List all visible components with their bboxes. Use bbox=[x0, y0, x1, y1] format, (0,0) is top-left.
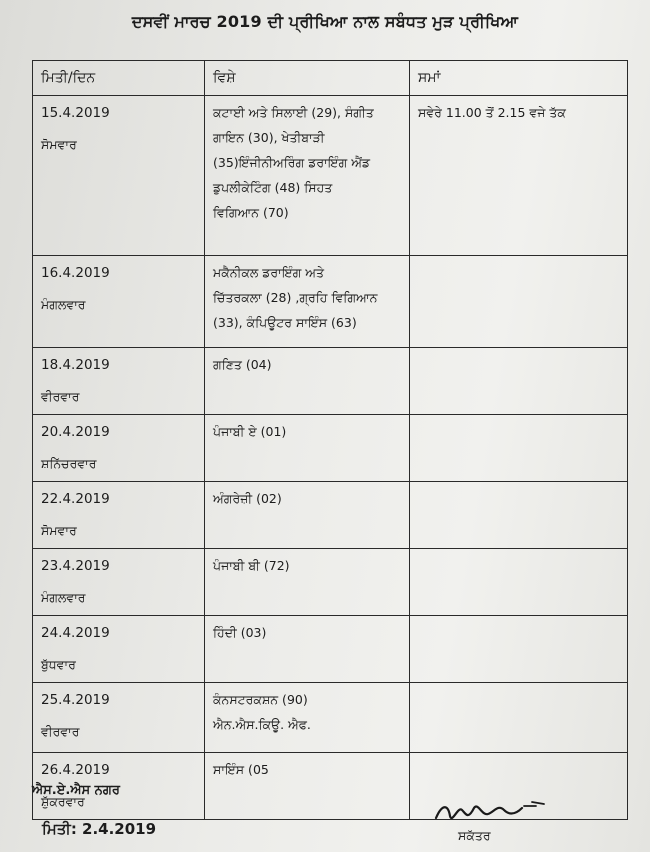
exam-time: ਸਵੇਰੇ 11.00 ਤੋਂ 2.15 ਵਜੇ ਤੱਕ bbox=[418, 105, 566, 120]
document-title: ਦਸਵੀਂ ਮਾਰਚ 2019 ਦੀ ਪ੍ਰੀਖਿਆ ਨਾਲ ਸਬੰਧਤ ਮੁੜ ਪ੍ਰੀਖਿਆ bbox=[131, 12, 519, 31]
time-cell bbox=[410, 683, 628, 753]
time-cell bbox=[410, 96, 628, 256]
exam-day: ਵੀਰਵਾਰ bbox=[41, 724, 80, 739]
exam-day: ਸੋਮਵਾਰ bbox=[41, 523, 77, 538]
date-day-cell bbox=[33, 683, 205, 753]
subject-line: ਡੁਪਲੀਕੇਟਿੰਗ (48) ਸਿਹਤ bbox=[213, 180, 333, 195]
exam-schedule-table bbox=[32, 60, 628, 820]
subject-line: ਪੰਜਾਬੀ ਏ (01) bbox=[213, 424, 287, 439]
time-cell bbox=[410, 482, 628, 549]
exam-day: ਸ਼ੁੱਕਰਵਾਰ bbox=[41, 794, 85, 809]
subject-line: ਸਾਇੰਸ (05 bbox=[213, 762, 269, 777]
subjects-cell bbox=[205, 482, 410, 549]
signature-image bbox=[432, 796, 552, 828]
subjects-cell bbox=[205, 96, 410, 256]
table-row bbox=[33, 549, 628, 616]
exam-day: ਸ਼ਨਿੱਚਰਵਾਰ bbox=[41, 456, 97, 471]
exam-date: 25.4.2019 bbox=[41, 692, 110, 708]
subject-line: ਚਿੱਤਰਕਲਾ (28) ,ਗ੍ਰਹਿ ਵਿਗਿਆਨ bbox=[213, 290, 378, 305]
date-day-cell bbox=[33, 256, 205, 348]
time-cell bbox=[410, 415, 628, 482]
subjects-cell bbox=[205, 256, 410, 348]
table-row bbox=[33, 616, 628, 683]
issue-date: ਮਿਤੀ: 2.4.2019 bbox=[42, 820, 157, 838]
subject-line: ਮਕੈਨੀਕਲ ਡਰਾਇੰਗ ਅਤੇ bbox=[213, 265, 325, 280]
header-time: ਸਮਾਂ bbox=[410, 61, 628, 96]
exam-date: 18.4.2019 bbox=[41, 357, 110, 373]
time-cell bbox=[410, 616, 628, 683]
subjects-cell bbox=[205, 549, 410, 616]
subject-line: ਗਣਿਤ (04) bbox=[213, 357, 272, 372]
date-day-cell bbox=[33, 415, 205, 482]
subjects-cell bbox=[205, 415, 410, 482]
exam-date: 16.4.2019 bbox=[41, 265, 110, 281]
subject-line: (33), ਕੰਪਿਊਟਰ ਸਾਇੰਸ (63) bbox=[213, 315, 357, 330]
header-subjects: ਵਿਸ਼ੇ bbox=[205, 61, 410, 96]
place-name: ਐਸ.ਏ.ਐਸ ਨਗਰ bbox=[32, 783, 120, 798]
subject-line: ਕਟਾਈ ਅਤੇ ਸਿਲਾਈ (29), ਸੰਗੀਤ bbox=[213, 105, 374, 120]
signatory-title: ਸਕੱਤਰ bbox=[458, 828, 491, 843]
date-day-cell bbox=[33, 549, 205, 616]
time-cell bbox=[410, 348, 628, 415]
time-cell bbox=[410, 549, 628, 616]
date-day-cell bbox=[33, 482, 205, 549]
time-cell bbox=[410, 256, 628, 348]
date-day-cell bbox=[33, 96, 205, 256]
subject-line: ਕੰਨਸਟਰਕਸ਼ਨ (90) bbox=[213, 692, 308, 707]
date-day-cell bbox=[33, 616, 205, 683]
table-row bbox=[33, 348, 628, 415]
subjects-cell bbox=[205, 348, 410, 415]
subject-line: ਪੰਜਾਬੀ ਬੀ (72) bbox=[213, 558, 290, 573]
table-row bbox=[33, 415, 628, 482]
exam-day: ਵੀਰਵਾਰ bbox=[41, 389, 80, 404]
subject-line: ਗਾਇਨ (30), ਖੇਤੀਬਾੜੀ bbox=[213, 130, 325, 145]
subject-line: ਵਿਗਿਆਨ (70) bbox=[213, 205, 289, 220]
exam-date: 26.4.2019 bbox=[41, 762, 110, 778]
subjects-cell bbox=[205, 616, 410, 683]
exam-day: ਮੰਗਲਵਾਰ bbox=[41, 297, 86, 312]
exam-day: ਬੁੱਧਵਾਰ bbox=[41, 657, 76, 672]
subject-line: ਐਨ.ਐਸ.ਕਿਊ. ਐਫ. bbox=[213, 717, 311, 732]
subject-line: ਹਿੰਦੀ (03) bbox=[213, 625, 267, 640]
exam-day: ਸੋਮਵਾਰ bbox=[41, 137, 77, 152]
exam-day: ਮੰਗਲਵਾਰ bbox=[41, 590, 86, 605]
exam-date: 20.4.2019 bbox=[41, 424, 110, 440]
table-row bbox=[33, 482, 628, 549]
exam-date: 15.4.2019 bbox=[41, 105, 110, 121]
table-row bbox=[33, 256, 628, 348]
subjects-cell bbox=[205, 683, 410, 753]
subjects-cell bbox=[205, 753, 410, 820]
table-row bbox=[33, 683, 628, 753]
header-date-day: ਮਿਤੀ/ਦਿਨ bbox=[33, 61, 205, 96]
subject-line: ਅੰਗਰੇਜ਼ੀ (02) bbox=[213, 491, 282, 506]
date-day-cell bbox=[33, 348, 205, 415]
table-row bbox=[33, 96, 628, 256]
exam-date: 24.4.2019 bbox=[41, 625, 110, 641]
table-header-row bbox=[33, 61, 628, 96]
exam-date: 23.4.2019 bbox=[41, 558, 110, 574]
subject-line: (35)ਇੰਜੀਨੀਅਰਿੰਗ ਡਰਾਇੰਗ ਐਂਡ bbox=[213, 155, 371, 170]
exam-date: 22.4.2019 bbox=[41, 491, 110, 507]
